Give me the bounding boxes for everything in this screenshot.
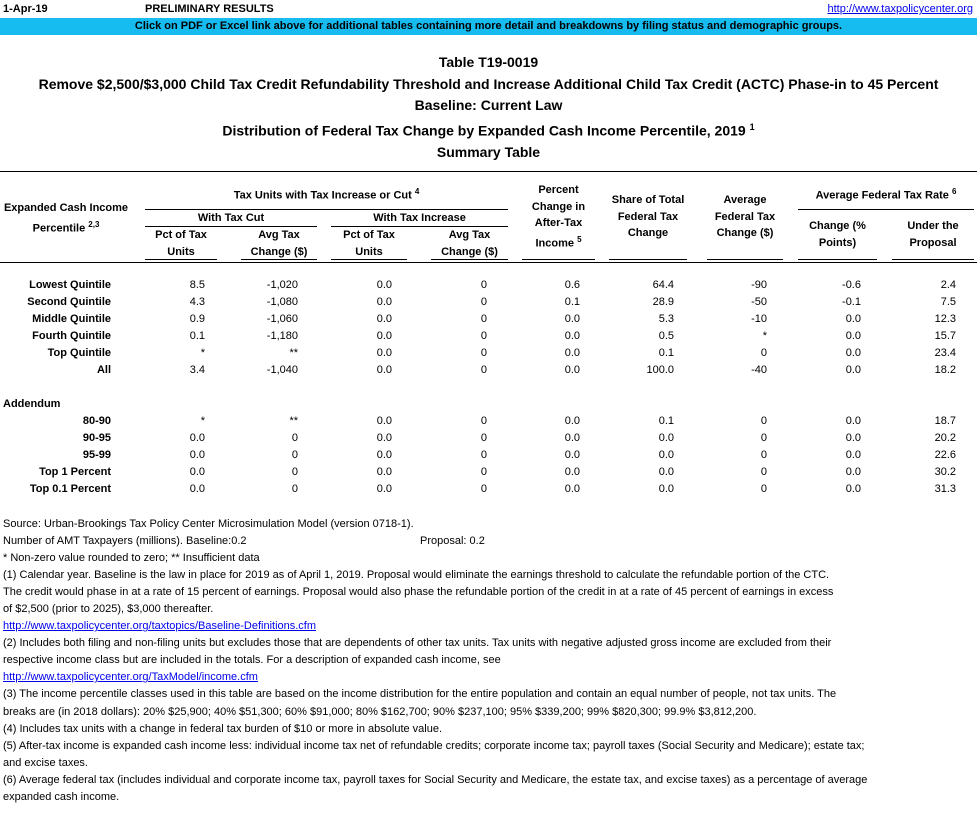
change-pts-header: Change (% Points) bbox=[809, 220, 866, 249]
cell-after-tax: 0.0 bbox=[564, 432, 580, 444]
cell-share: 0.1 bbox=[658, 415, 674, 427]
cell-inc-avg: 0 bbox=[480, 364, 487, 376]
cell-share: 0.0 bbox=[658, 449, 674, 461]
cell-avg-fed: -10 bbox=[751, 313, 767, 325]
cell-inc-pct: 0.0 bbox=[376, 466, 392, 478]
row-label: 95-99 bbox=[82, 449, 111, 461]
cell-inc-avg: 0 bbox=[480, 432, 487, 444]
cell-inc-avg: 0 bbox=[480, 296, 487, 308]
cell-cut-pct: 0.9 bbox=[189, 313, 205, 325]
cell-rate: 23.4 bbox=[934, 347, 956, 359]
amt-note: Number of AMT Taxpayers (millions). Baseline:0.2 Proposal: 0.2 bbox=[3, 535, 485, 548]
cell-after-tax: 0.0 bbox=[564, 313, 580, 325]
cell-rate: 30.2 bbox=[934, 466, 956, 478]
cell-after-tax: 0.0 bbox=[564, 347, 580, 359]
cell-cut-avg: -1,020 bbox=[266, 279, 298, 291]
cell-share: 0.0 bbox=[658, 432, 674, 444]
cell-cut-avg: -1,180 bbox=[266, 330, 298, 342]
cell-cut-pct: 0.1 bbox=[189, 330, 205, 342]
tax-units-header: Tax Units with Tax Increase or Cut $^4$ bbox=[233, 187, 420, 202]
cell-rate: 18.2 bbox=[934, 364, 956, 376]
cell-cut-pct: 0.0 bbox=[189, 432, 205, 444]
row-label: Top 1 Percent bbox=[39, 466, 111, 478]
cell-inc-pct: 0.0 bbox=[376, 364, 392, 376]
income-group-header: Expanded Cash Income Percentile $^{2,3}$ bbox=[3, 202, 129, 235]
cell-inc-pct: 0.0 bbox=[376, 330, 392, 342]
after-tax-header: Percent Change in After-Tax Income $^5$ bbox=[531, 184, 586, 250]
cell-cut-avg: 0 bbox=[291, 432, 298, 444]
cell-rate: 7.5 bbox=[940, 296, 956, 308]
baseline-definitions-link[interactable]: http://www.taxpolicycenter.org/taxtopics/Baseline-Definitions.cfm bbox=[3, 620, 317, 633]
cell-cut-pct: 0.0 bbox=[189, 483, 205, 495]
note-3-cont: breaks are (in 2018 dollars): 20% $25,900; 40% $51,300; 60% $91,000; 80% $162,700; 90% $237,100; 95% $339,200; 99% $820,300; 99.9% $3,812,200. bbox=[3, 705, 757, 718]
avg-fed-header: Average Federal Tax Change ($) bbox=[714, 194, 776, 239]
cell-inc-avg: 0 bbox=[480, 347, 487, 359]
cell-inc-avg: 0 bbox=[480, 483, 487, 495]
cell-chg-pts: 0.0 bbox=[845, 415, 861, 427]
avg-rate-rule bbox=[798, 209, 974, 210]
cell-share: 0.0 bbox=[658, 483, 674, 495]
col-rule bbox=[798, 259, 877, 260]
note-6-cont: expanded cash income. bbox=[3, 790, 120, 803]
baseline-title: Baseline: Current Law bbox=[414, 97, 563, 113]
cell-rate: 18.7 bbox=[934, 415, 956, 427]
row-label: Top 0.1 Percent bbox=[29, 483, 111, 495]
cell-chg-pts: 0.0 bbox=[845, 347, 861, 359]
cell-inc-pct: 0.0 bbox=[376, 483, 392, 495]
cell-cut-avg: ** bbox=[289, 415, 298, 427]
cell-inc-avg: 0 bbox=[480, 449, 487, 461]
summary-title: Summary Table bbox=[436, 143, 541, 160]
footnotes bbox=[3, 516, 975, 806]
table-id: Table T19-0019 bbox=[438, 54, 539, 70]
cell-cut-avg: -1,060 bbox=[266, 313, 298, 325]
note-1-cont: The credit would phase in at a rate of 15 percent of earnings. Proposal would also phase the refundable portion of the credit in at a rate of 45 percent of earnings in excess bbox=[3, 586, 834, 599]
cell-chg-pts: 0.0 bbox=[845, 466, 861, 478]
cell-inc-avg: 0 bbox=[480, 330, 487, 342]
cell-after-tax: 0.0 bbox=[564, 415, 580, 427]
info-banner: Click on PDF or Excel link above for additional tables containing more detail and breakdowns by filing status and demographic groups. bbox=[0, 18, 977, 35]
cell-inc-pct: 0.0 bbox=[376, 449, 392, 461]
note-2-cont: respective income class but are included in the totals. For a description of expanded cash income, see bbox=[3, 654, 501, 667]
note-4: (4) Includes tax units with a change in federal tax burden of $10 or more in absolute value. bbox=[3, 722, 443, 735]
cell-chg-pts: 0.0 bbox=[845, 483, 861, 495]
cell-inc-pct: 0.0 bbox=[376, 279, 392, 291]
cut-avg-header: Avg Tax Change ($) bbox=[250, 229, 308, 258]
note-5-cont: and excise taxes. bbox=[3, 756, 88, 769]
symbols-note: * Non-zero value rounded to zero; ** Insufficient data bbox=[3, 552, 260, 565]
cell-inc-pct: 0.0 bbox=[376, 313, 392, 325]
col-rule bbox=[522, 259, 595, 260]
cell-avg-fed: 0 bbox=[760, 449, 767, 461]
cell-share: 28.9 bbox=[652, 296, 674, 308]
cell-cut-avg: -1,040 bbox=[266, 364, 298, 376]
cell-avg-fed: 0 bbox=[760, 466, 767, 478]
row-label: Top Quintile bbox=[47, 347, 111, 359]
cell-share: 64.4 bbox=[652, 279, 674, 291]
cell-after-tax: 0.1 bbox=[564, 296, 580, 308]
cell-share: 0.0 bbox=[658, 466, 674, 478]
note-1: (1) Calendar year. Baseline is the law in place for 2019 as of April 1, 2019. Proposal would eliminate the earnings threshold to calculate the refundable portion of the CTC. bbox=[3, 569, 830, 582]
note-2: (2) Includes both filing and non-filing units but excludes those that are dependents of other tax units. Tax units with negative adjusted gross income are excluded from their bbox=[3, 637, 832, 650]
with-increase-header: With Tax Increase bbox=[373, 212, 466, 224]
cell-chg-pts: 0.0 bbox=[845, 330, 861, 342]
cell-chg-pts: 0.0 bbox=[845, 313, 861, 325]
status-label: PRELIMINARY RESULTS bbox=[145, 3, 274, 15]
cell-after-tax: 0.0 bbox=[564, 466, 580, 478]
note-5: (5) After-tax income is expanded cash income less: individual income tax net of refundable credits; corporate income tax; payroll taxes (Social Security and Medicare); estate tax; bbox=[3, 739, 865, 752]
cell-after-tax: 0.0 bbox=[564, 449, 580, 461]
cell-inc-avg: 0 bbox=[480, 313, 487, 325]
cell-avg-fed: 0 bbox=[760, 347, 767, 359]
col-rule bbox=[609, 259, 687, 260]
cell-inc-pct: 0.0 bbox=[376, 415, 392, 427]
row-label: Lowest Quintile bbox=[29, 279, 111, 291]
cell-cut-avg: 0 bbox=[291, 449, 298, 461]
under-proposal-header: Under the Proposal bbox=[907, 220, 959, 249]
site-link[interactable]: http://www.taxpolicycenter.org bbox=[827, 3, 973, 15]
avg-rate-header: Average Federal Tax Rate $^6$ bbox=[815, 187, 957, 202]
inc-pct-header: Pct of Tax Units bbox=[343, 229, 395, 258]
col-rule bbox=[707, 259, 783, 260]
row-label: Fourth Quintile bbox=[32, 330, 111, 342]
cell-avg-fed: 0 bbox=[760, 415, 767, 427]
cell-share: 0.1 bbox=[658, 347, 674, 359]
cell-cut-avg: 0 bbox=[291, 483, 298, 495]
cell-inc-avg: 0 bbox=[480, 466, 487, 478]
cell-avg-fed: 0 bbox=[760, 432, 767, 444]
cell-chg-pts: 0.0 bbox=[845, 364, 861, 376]
share-header: Share of Total Federal Tax Change bbox=[611, 194, 685, 239]
note-6: (6) Average federal tax (includes individual and corporate income tax, payroll taxes for Social Security and Medicare, the estate tax, and excise taxes) as a percentage of average bbox=[3, 773, 868, 786]
col-rule bbox=[892, 259, 974, 260]
cell-cut-avg: -1,080 bbox=[266, 296, 298, 308]
cell-chg-pts: 0.0 bbox=[845, 449, 861, 461]
note-1-end: of $2,500 (prior to 2025), $3,000 thereafter. bbox=[3, 603, 214, 616]
table-titles bbox=[0, 52, 977, 163]
header-bottom-rule bbox=[0, 262, 977, 263]
addendum-label: Addendum bbox=[3, 398, 61, 410]
cell-avg-fed: 0 bbox=[760, 483, 767, 495]
cell-chg-pts: -0.1 bbox=[842, 296, 861, 308]
header-top-rule bbox=[0, 171, 977, 172]
cell-inc-pct: 0.0 bbox=[376, 432, 392, 444]
table-title: Remove $2,500/$3,000 Child Tax Credit Refundability Threshold and Increase Additional Child Tax Credit (ACTC) Phase-in to 45 Percent bbox=[38, 75, 939, 92]
cell-cut-avg: ** bbox=[289, 347, 298, 359]
cell-rate: 22.6 bbox=[934, 449, 956, 461]
cut-pct-header: Pct of Tax Units bbox=[155, 229, 207, 258]
report-date: 1-Apr-19 bbox=[3, 3, 48, 15]
cell-share: 0.5 bbox=[658, 330, 674, 342]
cell-cut-avg: 0 bbox=[291, 466, 298, 478]
cell-cut-pct: 0.0 bbox=[189, 466, 205, 478]
income-definition-link[interactable]: http://www.taxpolicycenter.org/TaxModel/income.cfm bbox=[3, 671, 258, 684]
cell-inc-pct: 0.0 bbox=[376, 296, 392, 308]
cell-cut-pct: * bbox=[200, 415, 205, 427]
cell-cut-pct: * bbox=[200, 347, 205, 359]
cell-cut-pct: 8.5 bbox=[189, 279, 205, 291]
row-label: Second Quintile bbox=[27, 296, 111, 308]
cell-rate: 15.7 bbox=[934, 330, 956, 342]
cell-chg-pts: -0.6 bbox=[842, 279, 861, 291]
top-bar bbox=[0, 0, 977, 18]
cell-avg-fed: -40 bbox=[751, 364, 767, 376]
cell-avg-fed: -50 bbox=[751, 296, 767, 308]
inc-avg-header: Avg Tax Change ($) bbox=[441, 229, 498, 258]
cell-cut-pct: 0.0 bbox=[189, 449, 205, 461]
cell-rate: 12.3 bbox=[934, 313, 956, 325]
cell-inc-pct: 0.0 bbox=[376, 347, 392, 359]
cell-after-tax: 0.6 bbox=[564, 279, 580, 291]
cell-inc-avg: 0 bbox=[480, 279, 487, 291]
note-3: (3) The income percentile classes used in this table are based on the income distribution for the entire population and contain an equal number of people, not tax units. The bbox=[3, 688, 837, 701]
cell-avg-fed: -90 bbox=[751, 279, 767, 291]
cell-chg-pts: 0.0 bbox=[845, 432, 861, 444]
cell-after-tax: 0.0 bbox=[564, 483, 580, 495]
row-label: All bbox=[96, 364, 111, 376]
cell-after-tax: 0.0 bbox=[564, 364, 580, 376]
cell-cut-pct: 3.4 bbox=[189, 364, 205, 376]
cell-inc-avg: 0 bbox=[480, 415, 487, 427]
cell-after-tax: 0.0 bbox=[564, 330, 580, 342]
source-note: Source: Urban-Brookings Tax Policy Center Microsimulation Model (version 0718-1). bbox=[3, 518, 414, 530]
distribution-title: Distribution of Federal Tax Change by Expanded Cash Income Percentile, 2019 $^1$ bbox=[222, 121, 755, 139]
cell-avg-fed: * bbox=[762, 330, 767, 342]
cell-rate: 2.4 bbox=[940, 279, 956, 291]
cell-share: 100.0 bbox=[646, 364, 674, 376]
row-label: 80-90 bbox=[82, 415, 111, 427]
cell-rate: 31.3 bbox=[934, 483, 956, 495]
row-label: 90-95 bbox=[82, 432, 111, 444]
cell-share: 5.3 bbox=[658, 313, 674, 325]
row-label: Middle Quintile bbox=[32, 313, 111, 325]
cell-cut-pct: 4.3 bbox=[189, 296, 205, 308]
with-cut-header: With Tax Cut bbox=[197, 212, 265, 224]
cell-rate: 20.2 bbox=[934, 432, 956, 444]
